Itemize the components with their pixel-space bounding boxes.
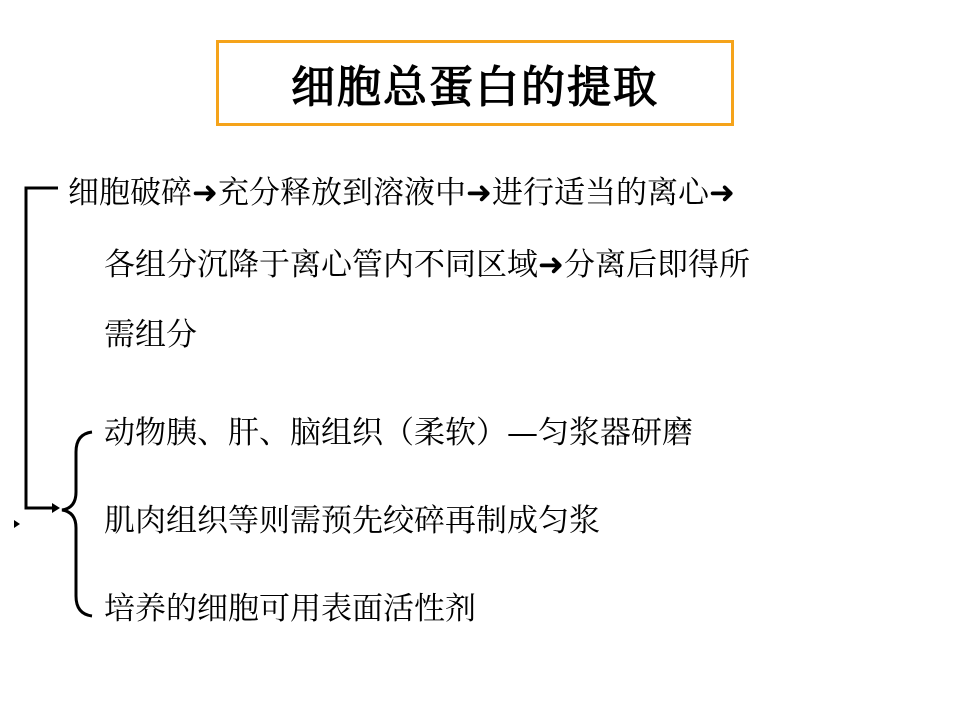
process-line-3 (104, 317, 197, 353)
process-line-2 (104, 247, 750, 283)
right-arrow-icon: ➜ (538, 247, 564, 283)
method-item-muscle: 肌肉组织等则需预先绞碎再制成匀浆 (104, 503, 600, 539)
process-text: 分离后即得所 (563, 247, 750, 283)
bracket-connector-icon (26, 188, 58, 508)
page-title: 细胞总蛋白的提取 (291, 62, 659, 113)
process-text: 各组分沉降于离心管内不同区域 (104, 247, 538, 283)
process-text: 充分释放到溶液中 (217, 175, 466, 211)
left-curly-brace-icon (62, 432, 92, 616)
process-text: 需组分 (104, 317, 197, 353)
right-arrow-icon: ➜ (708, 175, 735, 211)
right-arrow-icon: ➜ (192, 175, 218, 211)
right-arrow-icon: ➜ (465, 175, 492, 211)
process-line-1 (68, 175, 735, 211)
process-text: 细胞破碎 (68, 175, 192, 211)
play-marker-icon (14, 520, 20, 528)
bracket-arrowhead-icon (52, 503, 60, 513)
method-item-tissue: 动物胰、肝、脑组织（柔软）—匀浆器研磨 (104, 415, 693, 451)
process-text: 进行适当的离心 (491, 175, 709, 211)
method-item-cells: 培养的细胞可用表面活性剂 (104, 591, 476, 627)
